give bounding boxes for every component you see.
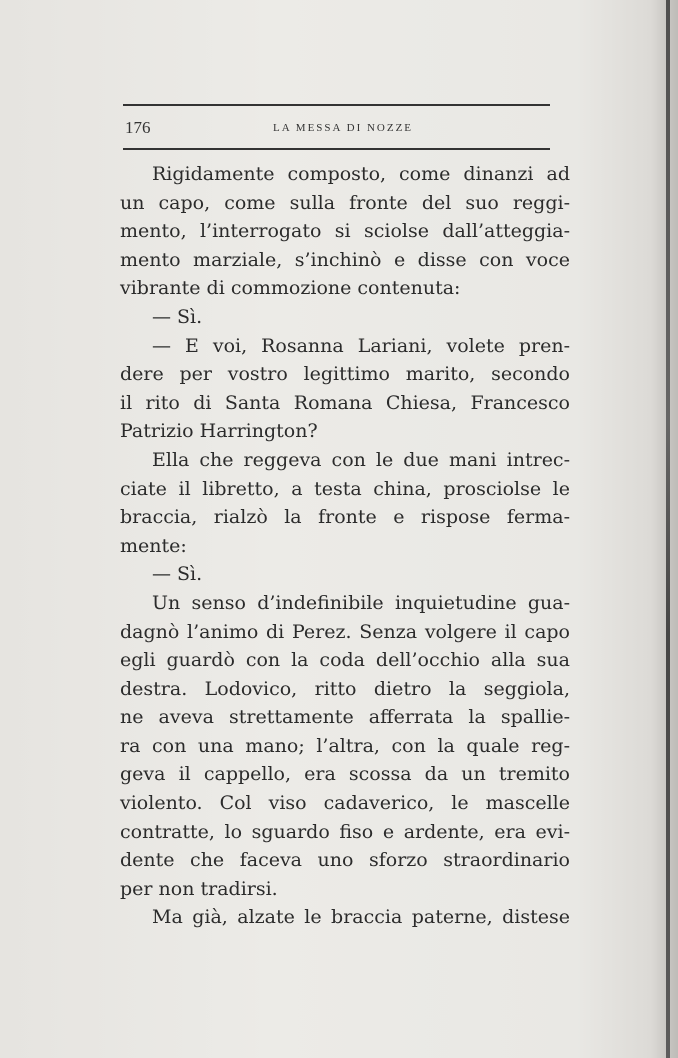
text-line: braccia, rialzò la fronte e rispose ferma- <box>120 506 570 529</box>
text-line: mento marziale, s’inchinò e disse con voce <box>120 248 570 271</box>
text-line: dente che faceva uno sforzo straordinario <box>120 849 570 872</box>
text-line: contratte, lo sguardo fiso e ardente, era evi- <box>120 820 570 843</box>
text-line: — Sì. <box>152 305 203 328</box>
header-rule-bottom <box>123 148 550 150</box>
text-line: geva il cappello, era scossa da un tremito <box>120 763 570 786</box>
text-line: — E voi, Rosanna Lariani, volete pren- <box>152 334 570 357</box>
text-line: dere per vostro legittimo marito, secondo <box>120 363 570 386</box>
text-line: Rigidamente composto, come dinanzi ad <box>152 163 570 185</box>
running-title: LA MESSA DI NOZZE <box>273 122 414 134</box>
text-line: ne aveva strettamente afferrata la spallie- <box>120 706 570 729</box>
text-line: un capo, come sulla fronte del suo reggi- <box>120 191 570 214</box>
text-line: il rito di Santa Romana Chiesa, Francesco <box>120 391 570 414</box>
running-header <box>123 104 550 154</box>
book-spine-shadow <box>666 0 670 1058</box>
text-line: mento, l’interrogato si sciolse dall’atteggia- <box>120 220 570 243</box>
text-line: vibrante di commozione contenuta: <box>120 277 461 300</box>
text-line: dagnò l’animo di Perez. Senza volgere il capo <box>120 620 570 643</box>
text-line: — Sì. <box>152 563 203 586</box>
body-text <box>120 160 570 932</box>
text-line: violento. Col viso cadaverico, le mascelle <box>120 792 570 815</box>
text-line: Ella che reggeva con le due mani intrec- <box>152 448 570 471</box>
text-line: destra. Lodovico, ritto dietro la seggiola, <box>120 677 570 700</box>
page-number: 176 <box>125 118 151 137</box>
text-line: per non tradirsi. <box>120 877 278 900</box>
text-line: ra con una mano; l’altra, con la quale reg- <box>120 734 570 757</box>
text-line: Patrizio Harrington? <box>120 420 318 443</box>
header-rule-top <box>123 104 550 106</box>
text-line: Ma già, alzate le braccia paterne, distese <box>152 906 570 929</box>
text-line: mente: <box>120 534 187 557</box>
text-line: egli guardò con la coda dell’occhio alla sua <box>120 649 570 672</box>
text-line: Un senso d’indefinibile inquietudine gua- <box>152 591 570 614</box>
text-line: ciate il libretto, a testa china, prosciolse le <box>120 477 570 500</box>
